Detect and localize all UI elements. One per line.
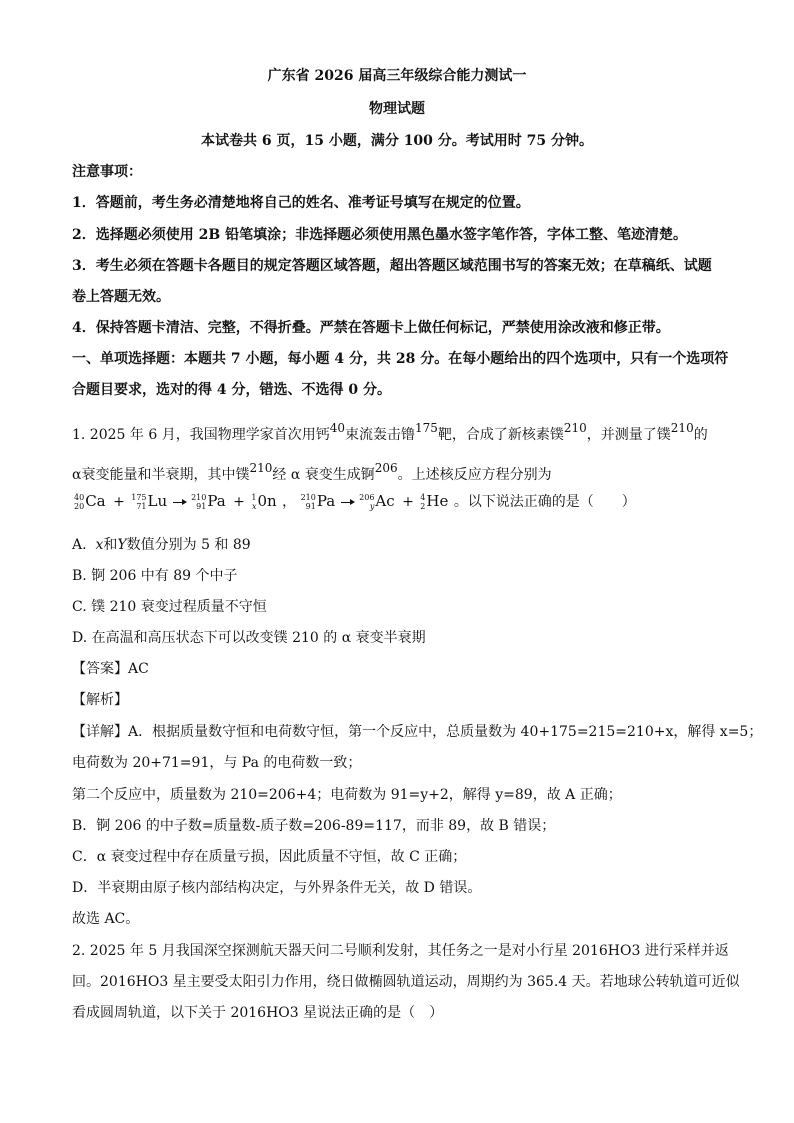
q2-stem-line-1: 2. 2025 年 5 月我国深空探测航天器天问二号顺利发射，其任务之一是对小行星 2016HO3 进行采样并返 — [72, 943, 729, 959]
element-symbol: Ca — [85, 492, 106, 510]
q1-mass-number: 40 — [329, 421, 345, 435]
plus-sign: + — [113, 494, 125, 510]
q1-text: ，并测量了镤 — [586, 427, 671, 443]
note-4: 4．保持答题卡清洁、完整，不得折叠。严禁在答题卡上做任何标记，严禁使用涂改液和修正带。 — [72, 320, 670, 336]
q1-detail-1: 【详解】A．根据质量数守恒和电荷数守恒，第一个反应中，总质量数为 40+175=215=210+x，解得 x=5； — [72, 724, 763, 740]
q1-analysis-label: 【解析】 — [72, 692, 128, 708]
q1-stem-tail: 。以下说法正确的是（ ） — [453, 494, 636, 510]
q1-option-d: D. 在高温和高压状态下可以改变镤 210 的 α 衰变半衰期 — [72, 630, 426, 646]
q1-text: α衰变能量和半衰期，其中镤 — [72, 467, 250, 483]
atomic-number: 20 — [74, 502, 85, 511]
q2-stem-line-2: 回。2016HO3 星主要受太阳引力作用，绕日做椭圆轨道运动，周期约为 365.4 天。若地球公转轨道可近似 — [72, 974, 740, 990]
atomic-number: 91 — [305, 502, 316, 511]
q1-text: 1. 2025 年 6 月，我国物理学家首次用钙 — [72, 427, 330, 443]
atomic-number: x — [251, 502, 257, 511]
subject-title: 物理试题 — [369, 101, 425, 117]
note-2: 2．选择题必须使用 2B 铅笔填涂；非选择题必须使用黑色墨水签字笔作答，字体工整、笔迹清楚。 — [72, 227, 688, 243]
element-symbol: Pa — [316, 492, 336, 510]
element-symbol: 0n — [257, 492, 277, 510]
q1-detail-6: D．半衰期由原子核内部结构决定，与外界条件无关，故 D 错误。 — [72, 880, 482, 896]
exam-info: 本试卷共 6 页，15 小题，满分 100 分。考试用时 75 分钟。 — [200, 133, 594, 149]
notes-heading: 注意事项： — [72, 164, 142, 180]
q1-mass-number: 210 — [249, 461, 273, 475]
equation-separator: ， — [282, 494, 297, 510]
exam-title: 广东省 2026 届高三年级综合能力测试一 — [267, 68, 527, 84]
atomic-number: y — [369, 502, 375, 511]
q1-mass-number: 206 — [374, 461, 398, 475]
q1-detail-4: B．锕 206 的中子数=质量数-质子数=206-89=117，而非 89，故 B 错误； — [72, 818, 556, 834]
option-text: 数值分别为 5 和 89 — [126, 537, 251, 553]
nuclide-lu — [131, 492, 167, 511]
q1-text: 经 α 衰变生成锕 — [272, 467, 375, 483]
q1-equations — [74, 491, 724, 527]
mass-number: 40 — [74, 493, 85, 502]
atomic-number: 71 — [136, 502, 147, 511]
atomic-number: 91 — [196, 502, 207, 511]
mass-number: 1 — [251, 493, 257, 502]
section-1-heading: 一、单项选择题：本题共 7 小题，每小题 4 分，共 28 分。在每小题给出的四个选项中，只有一个选项符 — [72, 351, 729, 367]
q1-text: 束流轰击镥 — [344, 427, 415, 443]
nuclide-he — [420, 492, 448, 511]
var-y: Y — [117, 537, 127, 553]
q1-stem-line-1 — [72, 418, 722, 445]
element-symbol: He — [426, 492, 449, 510]
plus-sign: + — [233, 494, 245, 510]
q1-mass-number: 210 — [563, 421, 587, 435]
plus-sign: + — [402, 494, 414, 510]
option-label: A. — [72, 537, 87, 553]
q1-answer: 【答案】AC — [72, 661, 149, 677]
mass-number: 175 — [131, 493, 147, 502]
q1-stem-line-2 — [72, 458, 722, 485]
section-1-heading-cont: 合题目要求，选对的得 4 分，错选、不选得 0 分。 — [72, 382, 391, 398]
nuclide-ca — [74, 492, 106, 511]
mass-number: 210 — [300, 493, 316, 502]
q1-detail-2: 电荷数为 20+71=91，与 Pa 的电荷数一致； — [72, 755, 362, 771]
element-symbol: Lu — [147, 492, 168, 510]
note-3: 3．考生必须在答题卡各题目的规定答题区域答题，超出答题区域范围书写的答案无效；在草稿纸、试题 — [72, 258, 712, 274]
q1-option-c: C. 镤 210 衰变过程质量不守恒 — [72, 599, 267, 615]
var-x: x — [95, 537, 104, 553]
nuclide-pa-2 — [301, 492, 336, 511]
element-symbol: Pa — [207, 492, 226, 510]
atomic-number: 2 — [420, 502, 426, 511]
nuclide-pa — [191, 492, 226, 511]
q1-text: 。上述核反应方程分别为 — [397, 467, 552, 483]
q1-option-a — [72, 535, 722, 555]
note-1: 1．答题前，考生务必清楚地将自己的姓名、准考证号填写在规定的位置。 — [72, 195, 530, 211]
element-symbol: Ac — [375, 492, 395, 510]
q1-detail-5: C．α 衰变过程中存在质量亏损，因此质量不守恒，故 C 正确； — [72, 849, 467, 865]
q1-option-b: B. 锕 206 中有 89 个中子 — [72, 568, 238, 584]
q1-text: 的 — [693, 427, 708, 443]
nuclide-neutron — [251, 492, 276, 511]
q1-mass-number: 175 — [414, 421, 438, 435]
mass-number: 206 — [359, 493, 375, 502]
q1-detail-3: 第二个反应中，质量数为 210=206+4；电荷数为 91=y+2，解得 y=89，故 A 正确； — [72, 787, 622, 803]
q1-text: 靶，合成了新核素镤 — [437, 427, 564, 443]
note-3-cont: 卷上答题无效。 — [72, 289, 170, 305]
nuclide-ac — [359, 492, 395, 511]
q1-mass-number: 210 — [670, 421, 694, 435]
option-text: 和 — [103, 537, 118, 553]
q1-conclusion: 故选 AC。 — [72, 911, 140, 927]
q2-stem-line-3: 看成圆周轨道，以下关于 2016HO3 星说法正确的是（ ） — [72, 1005, 444, 1021]
mass-number: 4 — [420, 493, 426, 502]
mass-number: 210 — [191, 493, 207, 502]
